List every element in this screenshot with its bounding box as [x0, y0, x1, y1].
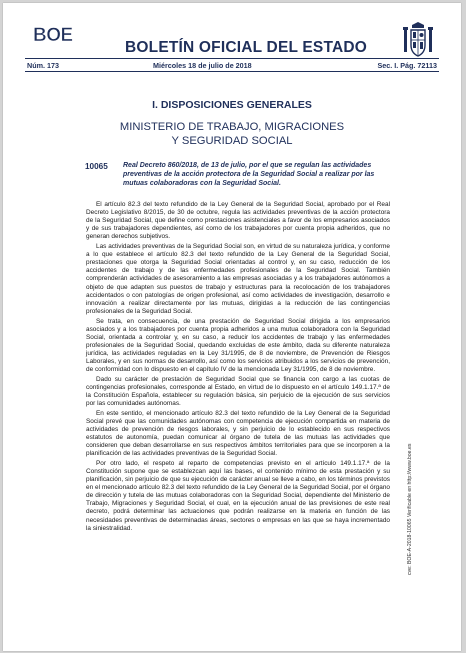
section-heading: I. DISPOSICIONES GENERALES	[152, 99, 312, 111]
paragraph: Por otro lado, el respeto al reparto de competencias previsto en el artículo 149.1.17.ª de la Constitución supone que se establezcan aquí las bases, el contenido mínimo de esta prestación y su planificación, sin perjuicio de que su ejecución de carácter anual se lleve a cabo, en los términos previstos en el mencionado artículo 82.3 del texto refundido de la Ley General de la Seguridad Social, por el órgano de dirección y tutela de las mutuas colaboradoras con la Seguridad Social, dependiente del Ministerio de Trabajo, Migraciones y Seguridad Social, el cual, en la ejecución anual de las previsiones de este real decreto, podrá determinar las actuaciones que podrán realizarse en la materia en función de las necesidades preventivas de determinadas áreas, sectores o empresas en las que se haya incrementado la siniestralidad.	[86, 459, 390, 532]
document-title: Real Decreto 860/2018, de 13 de julio, por el que se regulan las actividades preventivas de la acción protectora de la Seguridad Social a realizar por las mutuas colaboradoras con la Seguridad Social.	[123, 162, 375, 187]
document-body	[86, 201, 390, 534]
ministry-line-1: MINISTERIO DE TRABAJO, MIGRACIONES	[119, 121, 345, 133]
paragraph: Se trata, en consecuencia, de una prestación de Seguridad Social dirigida a los empresarios asociados y a los trabajadores por cuenta propia adheridos a una mutua colaboradora con la Seguridad Social, orientada a controlar y, en su caso, a reducir los accidentes de trabajo y las enfermedades profesionales de la Seguridad Social, quedando excluidas de este ámbito, dada su diferente naturaleza jurídica, las actividades reguladas en la Ley 31/1995, de 8 de noviembre, de Prevención de Riesgos Laborales, y en sus normas de desarrollo, así como los servicios atribuidos a los servicios de prevención, de conformidad con lo dispuesto en el capítulo IV de la mencionada Ley 31/1995, de 8 de noviembre.	[86, 317, 390, 374]
paragraph: El artículo 82.3 del texto refundido de la Ley General de la Seguridad Social, aprobado por el Real Decreto Legislativo 8/2015, de 30 de octubre, regula las actividades preventivas de la acción protectora de la Seguridad Social, que define como prestaciones asistenciales a favor de los empresarios asociados y de sus trabajadores dependientes, así como de los trabajadores por cuenta propia adheridos, que no generan derechos subjetivos.	[86, 201, 390, 241]
document-page	[3, 3, 461, 651]
paragraph: Las actividades preventivas de la Seguridad Social son, en virtud de su naturaleza jurídica, y conforme a lo que establece el artículo 82.3 del texto refundido de la Ley General de la Seguridad Social, prestaciones que otorga la Seguridad Social orientadas al control y, en su caso, reducción de los accidentes de trabajo y de las enfermedades profesionales de la Seguridad Social. También comprenderán actividades de asesoramiento a las empresas asociadas y a los trabajadores autónomos a objeto de que adapten sus puestos de trabajo y estructuras para la recolocación de los trabajadores accidentados o con patologías de origen profesional, así como actividades de investigación, desarrollo e innovación a realizar directamente por las mutuas, dirigidas a la reducción de las contingencias profesionales de la Seguridad Social.	[86, 243, 390, 315]
section-page: Sec. I. Pág. 72113	[377, 61, 437, 70]
publication-date: Miércoles 18 de julio de 2018	[153, 61, 252, 70]
ministry-heading	[3, 121, 461, 148]
paragraph: Dado su carácter de prestación de Seguridad Social que se financia con cargo a las cuotas de contingencias profesionales, corresponde al Estado, en virtud de lo dispuesto en el artículo 149.1.17.ª de la Constitución Española, establecer su regulación básica, sin perjuicio de la ejecución de sus servicios por las comunidades autónomas.	[86, 375, 390, 408]
header-rule-top	[25, 58, 439, 59]
verification-code: cve: BOE-A-2018-10065 Verificable en http://www.boe.es	[407, 443, 413, 575]
gazette-title: BOLETÍN OFICIAL DEL ESTADO	[125, 39, 368, 56]
svg-text:BOE: BOE	[33, 25, 73, 43]
paragraph: En este sentido, el mencionado artículo 82.3 del texto refundido de la Ley General de la Seguridad Social prevé que las comunidades autónomas con competencia de ejecución compartida en materia de actividades de prevención de riesgos laborales, y sin perjuicio de lo establecido en sus respectivos estatutos de autonomía, puedan comunicar al órgano de tutela de las mutuas las actividades que consideren que deban desarrollarse en sus respectivos ámbitos territoriales para que se incorporen a la planificación de las actividades preventivas de la Seguridad Social.	[86, 409, 390, 458]
document-number: 10065	[85, 162, 108, 171]
ministry-line-2: Y SEGURIDAD SOCIAL	[171, 134, 293, 147]
issue-number: Núm. 173	[27, 61, 59, 70]
boe-logo	[33, 25, 77, 43]
coat-of-arms-icon	[401, 21, 435, 59]
header-rule-bottom	[25, 71, 439, 72]
